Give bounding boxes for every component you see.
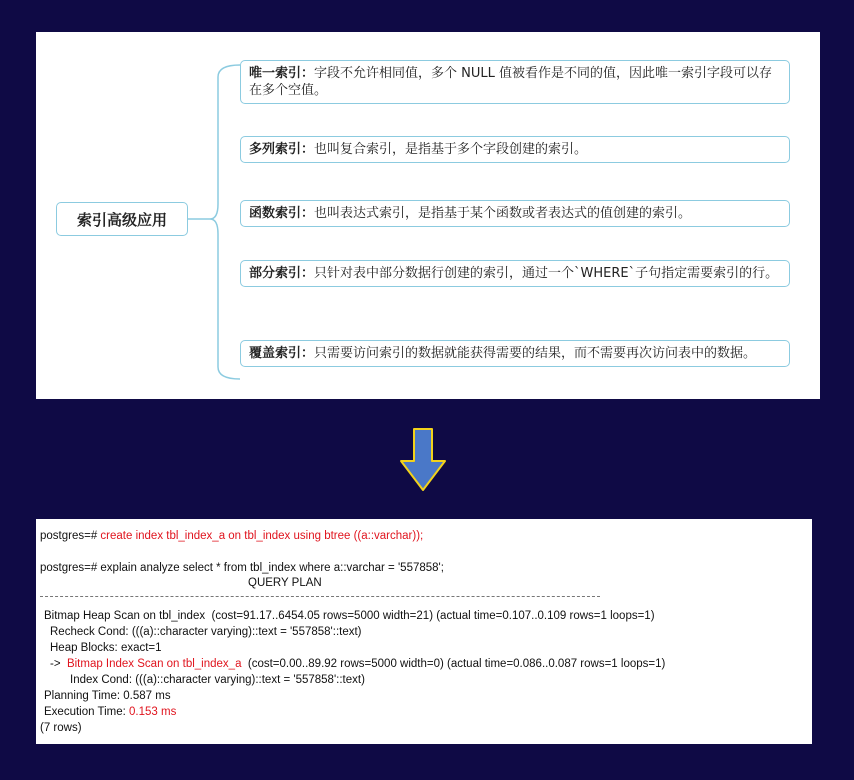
index-scan-name: Bitmap Index Scan on tbl_index_a — [66, 658, 242, 670]
prompt: postgres=# — [40, 530, 101, 542]
plan-index-cond: Index Cond: (((a)::character varying)::text = '557858'::text) — [70, 674, 365, 686]
branch-desc: 字段不允许相同值，多个 NULL 值被看作是不同的值，因此唯一索引字段可以存在多个空值。 — [249, 66, 773, 98]
console-line-explain: postgres=# explain analyze select * from tbl_index where a::varchar = '557858'; — [40, 562, 444, 574]
plan-row-count: (7 rows) — [40, 722, 82, 734]
plan-heap-scan: Bitmap Heap Scan on tbl_index (cost=91.17..6454.05 rows=5000 width=21) (actual time=0.107..0.109 rows=1 loops=1) — [44, 610, 655, 622]
mindmap-panel — [36, 32, 820, 399]
branch-term: 覆盖索引： — [249, 346, 315, 361]
branch-partial-index — [240, 260, 790, 287]
branch-desc: 只针对表中部分数据行创建的索引，通过一个`WHERE`子句指定需要索引的行。 — [314, 266, 779, 281]
create-index-command: create index tbl_index_a on tbl_index using btree ((a::varchar)); — [100, 530, 424, 542]
plan-heap-blocks: Heap Blocks: exact=1 — [50, 642, 162, 654]
branch-covering-index — [240, 340, 790, 367]
branch-term: 函数索引： — [249, 206, 315, 221]
root-label: 索引高级应用 — [76, 210, 167, 229]
branch-desc: 也叫复合索引，是指基于多个字段创建的索引。 — [314, 142, 588, 157]
console-panel — [36, 519, 812, 744]
down-arrow-icon — [399, 427, 449, 493]
branch-term: 部分索引： — [249, 266, 315, 281]
plan-index-scan — [50, 657, 665, 671]
branch-term: 多列索引： — [249, 142, 315, 157]
branch-desc: 只需要访问索引的数据就能获得需要的结果，而不需要再次访问表中的数据。 — [314, 346, 757, 361]
console-line-create-index — [40, 529, 423, 543]
root-node — [56, 202, 188, 236]
branch-multicolumn-index — [240, 136, 790, 163]
branch-term: 唯一索引： — [249, 66, 315, 81]
execution-label: Execution Time: — [44, 706, 130, 718]
plan-arrow: -> — [50, 658, 67, 670]
query-plan-divider — [40, 596, 600, 597]
branch-desc: 也叫表达式索引，是指基于某个函数或者表达式的值创建的索引。 — [314, 206, 692, 221]
plan-execution-time — [44, 705, 176, 719]
branch-function-index — [240, 200, 790, 227]
execution-value: 0.153 ms — [129, 706, 177, 718]
branch-unique-index — [240, 60, 790, 104]
plan-planning-time: Planning Time: 0.587 ms — [44, 690, 171, 702]
plan-recheck-cond: Recheck Cond: (((a)::character varying)::text = '557858'::text) — [50, 626, 362, 638]
index-scan-detail: (cost=0.00..89.92 rows=5000 width=0) (actual time=0.086..0.087 rows=1 loops=1) — [241, 658, 666, 670]
query-plan-header: QUERY PLAN — [248, 577, 322, 589]
